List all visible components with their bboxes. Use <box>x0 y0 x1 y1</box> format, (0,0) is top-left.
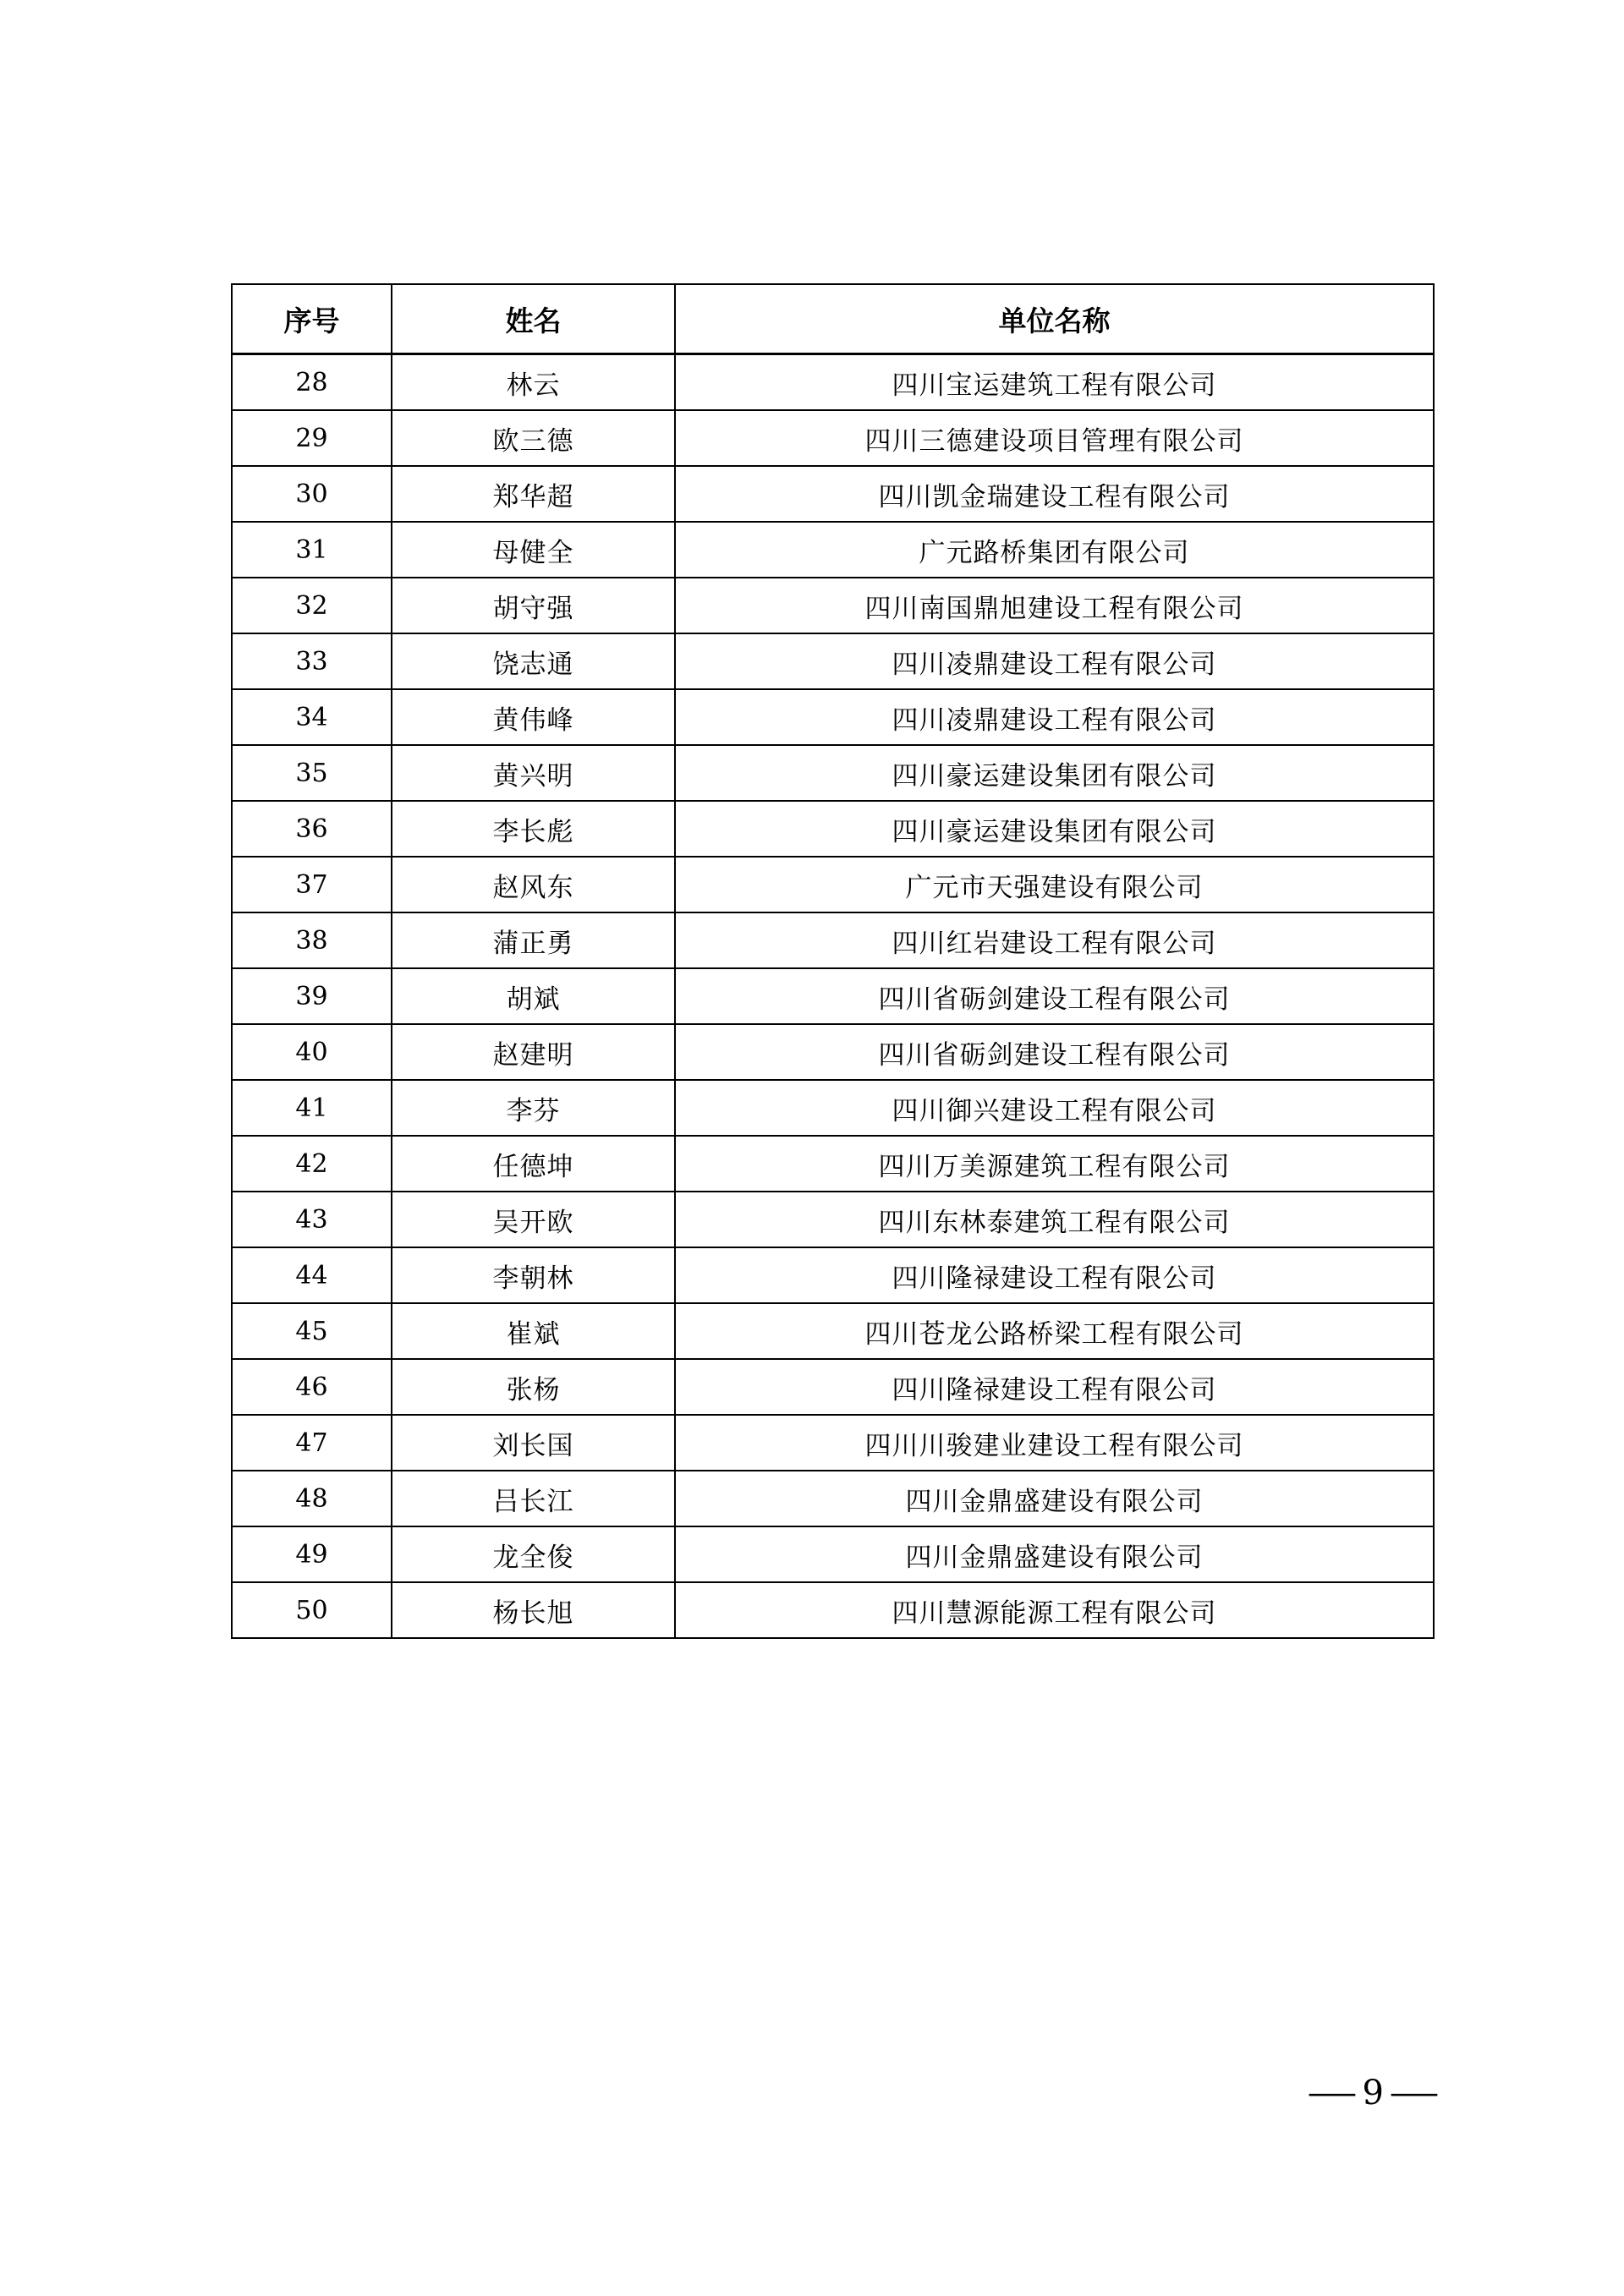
cell-company: 四川宝运建筑工程有限公司 <box>675 354 1434 411</box>
table-row <box>232 1471 1434 1526</box>
cell-name: 李芬 <box>392 1080 675 1136</box>
cell-index: 30 <box>232 466 392 522</box>
cell-company: 四川省砺剑建设工程有限公司 <box>675 968 1434 1024</box>
cell-name: 刘长国 <box>392 1415 675 1471</box>
cell-index: 45 <box>232 1303 392 1359</box>
cell-index: 39 <box>232 968 392 1024</box>
cell-name: 赵建明 <box>392 1024 675 1080</box>
cell-company: 四川川骏建业建设工程有限公司 <box>675 1415 1434 1471</box>
table-row <box>232 912 1434 968</box>
cell-index: 28 <box>232 354 392 411</box>
cell-index: 49 <box>232 1526 392 1582</box>
cell-name: 胡斌 <box>392 968 675 1024</box>
table-row <box>232 745 1434 801</box>
cell-index: 48 <box>232 1471 392 1526</box>
cell-name: 欧三德 <box>392 410 675 466</box>
cell-company: 四川万美源建筑工程有限公司 <box>675 1136 1434 1192</box>
cell-company: 四川东林泰建筑工程有限公司 <box>675 1192 1434 1247</box>
table-row <box>232 801 1434 857</box>
table-row <box>232 1192 1434 1247</box>
cell-name: 任德坤 <box>392 1136 675 1192</box>
cell-name: 李长彪 <box>392 801 675 857</box>
cell-name: 蒲正勇 <box>392 912 675 968</box>
cell-index: 35 <box>232 745 392 801</box>
cell-company: 广元路桥集团有限公司 <box>675 522 1434 578</box>
table-row <box>232 578 1434 633</box>
cell-name: 黄伟峰 <box>392 689 675 745</box>
cell-company: 四川隆禄建设工程有限公司 <box>675 1247 1434 1303</box>
table-row <box>232 1247 1434 1303</box>
table-row <box>232 1359 1434 1415</box>
cell-company: 四川三德建设项目管理有限公司 <box>675 410 1434 466</box>
table-row <box>232 1080 1434 1136</box>
table-row <box>232 466 1434 522</box>
table-row <box>232 1582 1434 1638</box>
cell-company: 四川豪运建设集团有限公司 <box>675 801 1434 857</box>
table-row <box>232 410 1434 466</box>
table-row <box>232 522 1434 578</box>
cell-company: 四川隆禄建设工程有限公司 <box>675 1359 1434 1415</box>
cell-name: 吴开欧 <box>392 1192 675 1247</box>
cell-company: 四川苍龙公路桥梁工程有限公司 <box>675 1303 1434 1359</box>
cell-index: 31 <box>232 522 392 578</box>
cell-name: 杨长旭 <box>392 1582 675 1638</box>
cell-name: 张杨 <box>392 1359 675 1415</box>
footer-dash-right: — <box>1389 2074 1440 2112</box>
table-row <box>232 1526 1434 1582</box>
table-row <box>232 857 1434 912</box>
cell-index: 47 <box>232 1415 392 1471</box>
cell-index: 41 <box>232 1080 392 1136</box>
cell-company: 四川金鼎盛建设有限公司 <box>675 1526 1434 1582</box>
cell-company: 四川凌鼎建设工程有限公司 <box>675 689 1434 745</box>
cell-name: 郑华超 <box>392 466 675 522</box>
cell-name: 饶志通 <box>392 633 675 689</box>
table-row <box>232 1136 1434 1192</box>
table-row <box>232 354 1434 411</box>
table-row <box>232 1415 1434 1471</box>
cell-index: 46 <box>232 1359 392 1415</box>
cell-company: 四川慧源能源工程有限公司 <box>675 1582 1434 1638</box>
cell-name: 黄兴明 <box>392 745 675 801</box>
cell-company: 四川红岩建设工程有限公司 <box>675 912 1434 968</box>
table-row <box>232 689 1434 745</box>
footer-dash-left: — <box>1306 2074 1358 2112</box>
cell-index: 32 <box>232 578 392 633</box>
cell-name: 李朝林 <box>392 1247 675 1303</box>
cell-company: 四川金鼎盛建设有限公司 <box>675 1471 1434 1526</box>
cell-name: 母健全 <box>392 522 675 578</box>
cell-company: 四川豪运建设集团有限公司 <box>675 745 1434 801</box>
table-row <box>232 1024 1434 1080</box>
cell-name: 林云 <box>392 354 675 411</box>
cell-index: 36 <box>232 801 392 857</box>
cell-name: 吕长江 <box>392 1471 675 1526</box>
column-header-name: 姓名 <box>392 284 675 354</box>
cell-index: 40 <box>232 1024 392 1080</box>
cell-index: 38 <box>232 912 392 968</box>
column-header-company: 单位名称 <box>675 284 1434 354</box>
cell-index: 50 <box>232 1582 392 1638</box>
table-row <box>232 633 1434 689</box>
cell-index: 33 <box>232 633 392 689</box>
cell-company: 广元市天强建设有限公司 <box>675 857 1434 912</box>
table-row <box>232 1303 1434 1359</box>
cell-name: 崔斌 <box>392 1303 675 1359</box>
cell-company: 四川凌鼎建设工程有限公司 <box>675 633 1434 689</box>
cell-index: 37 <box>232 857 392 912</box>
column-header-index: 序号 <box>232 284 392 354</box>
cell-company: 四川凯金瑞建设工程有限公司 <box>675 466 1434 522</box>
cell-index: 34 <box>232 689 392 745</box>
cell-company: 四川省砺剑建设工程有限公司 <box>675 1024 1434 1080</box>
cell-company: 四川御兴建设工程有限公司 <box>675 1080 1434 1136</box>
personnel-table <box>231 283 1435 1639</box>
table-body <box>232 354 1434 1639</box>
cell-index: 42 <box>232 1136 392 1192</box>
cell-name: 龙全俊 <box>392 1526 675 1582</box>
cell-index: 44 <box>232 1247 392 1303</box>
table-header <box>232 284 1434 354</box>
table-row <box>232 968 1434 1024</box>
cell-index: 43 <box>232 1192 392 1247</box>
page-number: 9 <box>1362 2074 1384 2112</box>
cell-name: 胡守强 <box>392 578 675 633</box>
page-footer <box>1306 2074 1440 2112</box>
cell-name: 赵风东 <box>392 857 675 912</box>
cell-index: 29 <box>232 410 392 466</box>
cell-company: 四川南国鼎旭建设工程有限公司 <box>675 578 1434 633</box>
